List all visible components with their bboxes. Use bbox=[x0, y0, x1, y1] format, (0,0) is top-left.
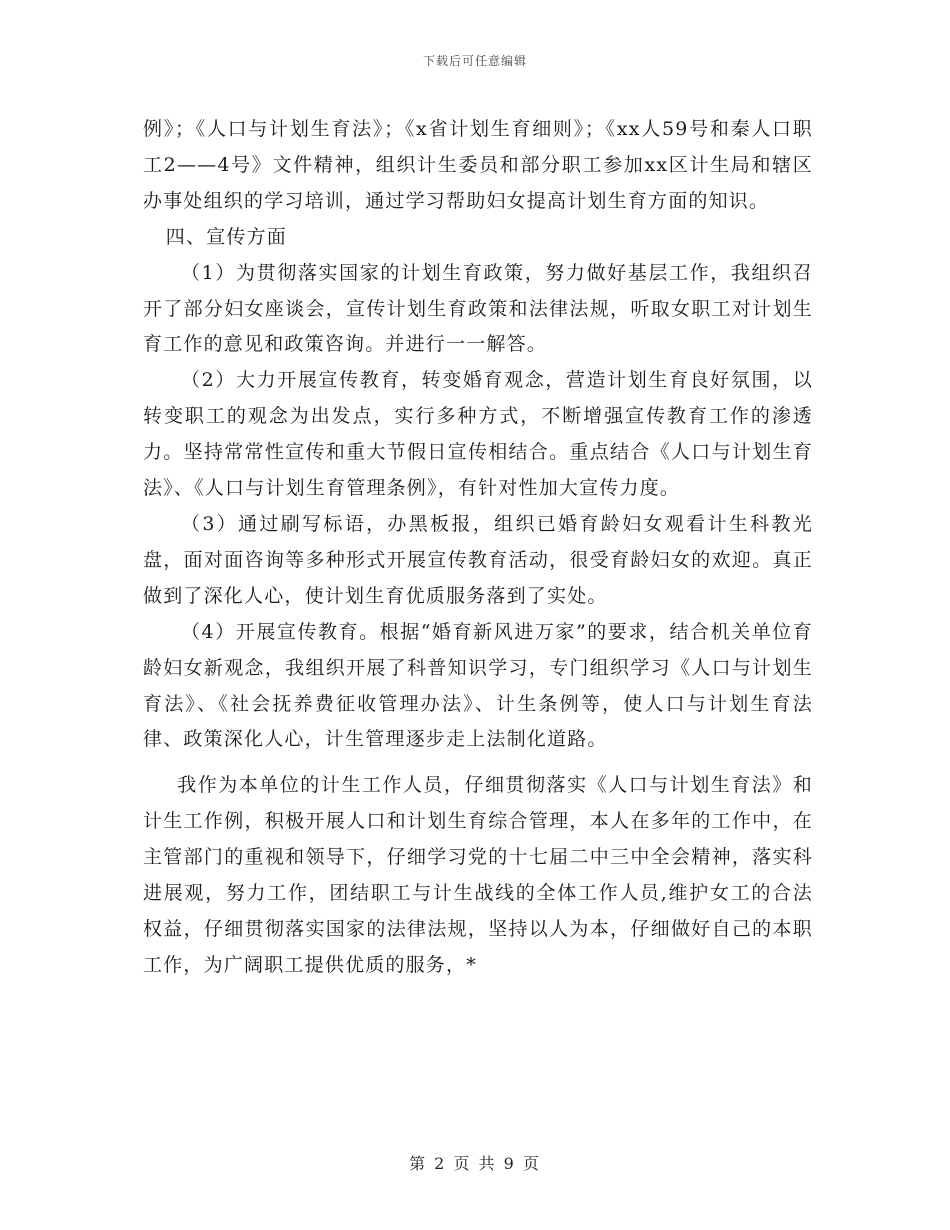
list-item: （2）大力开展宣传教育，转变婚育观念，营造计划生育良好氛围，以转变职工的观念为出发点，实行多种方式，不断增强宣传教育工作的渗透力。坚持常常性宣传和重大节假日宣传相结合。重点结合《人口与计划生育法》、《人口与计划生育管理条例》，有针对性加大宣传力度。 bbox=[143, 369, 813, 500]
list-item: （4）开展宣传教育。根据“婚育新风进万家”的要求，结合机关单位育龄妇女新观念，我组织开展了科普知识学习，专门组织学习《人口与计划生育法》、《社会抚养费征收管理办法》、计生条例等，使人口与计划生育法律、政策深化人心，计生管理逐步走上法制化道路。 bbox=[143, 620, 813, 751]
page-header-note: 下载后可任意编辑 bbox=[422, 54, 527, 68]
document-body bbox=[143, 112, 813, 984]
paragraph-continued: 例》；《人口与计划生育法》；《x省计划生育细则》；《xx人59号和秦人口职工2——4号》文件精神，组织计生委员和部分职工参加xx区计生局和辖区办事处组织的学习培训，通过学习帮助妇女提高计划生育方面的知识。 bbox=[143, 118, 813, 212]
section-heading: 四、宣传方面 bbox=[165, 225, 287, 248]
list-item: （1）为贯彻落实国家的计划生育政策，努力做好基层工作，我组织召开了部分妇女座谈会，宣传计划生育政策和法律法规，听取女职工对计划生育工作的意见和政策咨询。并进行一一解答。 bbox=[143, 261, 813, 356]
list-item: （3）通过刷写标语，办黑板报，组织已婚育龄妇女观看计生科教光盘，面对面咨询等多种形式开展宣传教育活动，很受育龄妇女的欢迎。真正做到了深化人心，使计划生育优质服务落到了实处。 bbox=[143, 512, 813, 607]
page-number: 第 2 页 共 9 页 bbox=[409, 1154, 541, 1173]
paragraph-summary: 我作为本单位的计生工作人员，仔细贯彻落实《人口与计划生育法》和计生工作例，积极开展人口和计划生育综合管理，本人在多年的工作中，在主管部门的重视和领导下，仔细学习党的十七届二中三中全会精神，落实科进展观，努力工作，团结职工与计生战线的全体工作人员,维护女工的合法权益，仔细贯彻落实国家的法律法规，坚持以人为本，仔细做好自己的本职工作，为广阔职工提供优质的服务，* bbox=[143, 774, 813, 976]
